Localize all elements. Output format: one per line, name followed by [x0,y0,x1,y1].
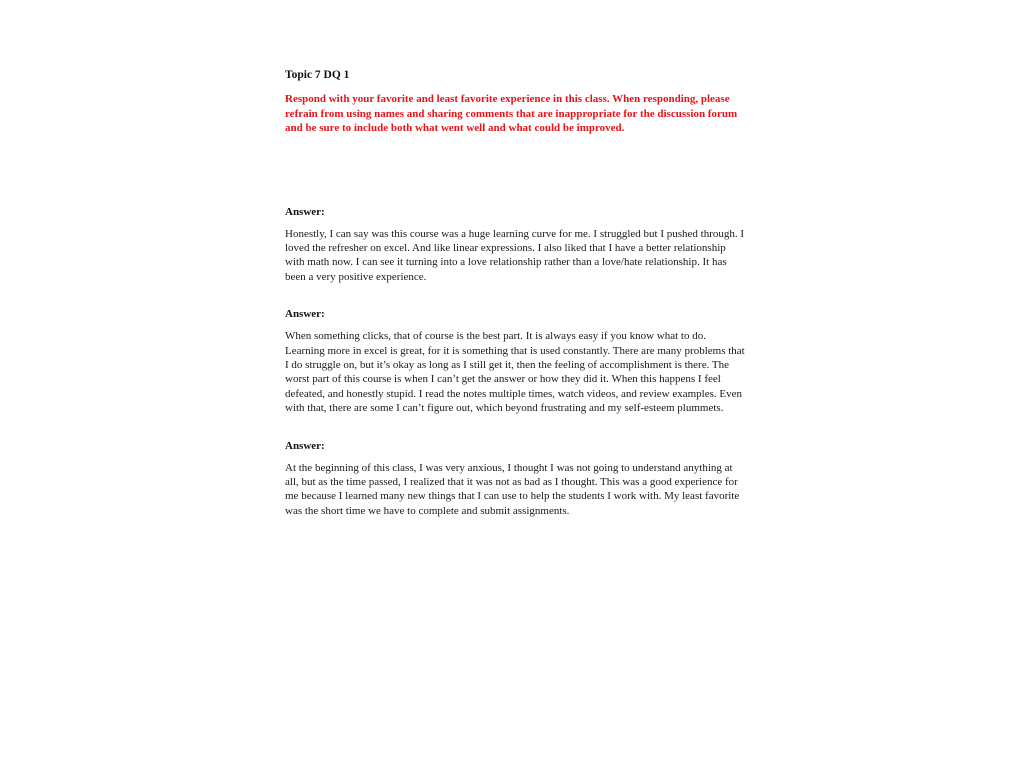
answer-text: At the beginning of this class, I was very anxious, I thought I was not going to understand anything at all, but as the time passed, I realized that it was not as bad as I thought. This was a good experience for me because I learned many new things that I can use to help the students I work with. My least favorite was the short time we have to complete and submit assignments. [285,461,740,517]
answer-block-3 [285,439,745,519]
answers-list [285,205,745,519]
answer-block-2 [285,307,745,415]
answer-block-1 [285,205,745,285]
answer-heading: Answer: [285,439,325,452]
discussion-prompt: Respond with your favorite and least favorite experience in this class. When responding, please refrain from using names and sharing comments that are inappropriate for the discussion forum and be sure to include both what went well and what could be improved. [285,93,738,134]
answer-text: When something clicks, that of course is the best part. It is always easy if you know what to do. Learning more in excel is great, for it is something that is used constantly. There are many problems that I do struggle on, but it’s okay as long as I still get it, then the feeling of accomplishment is there. The worst part of this course is when I can’t get the answer or how they did it. When this happens I feel defeated, and honestly stupid. I read the notes multiple times, watch videos, and review examples. Even with that, there are some I can’t figure out, which beyond frustrating and my self-esteem plummets. [285,330,745,415]
document-page [285,68,745,518]
answer-heading: Answer: [285,205,325,218]
document-title: Topic 7 DQ 1 [285,69,350,81]
answer-text: Honestly, I can say was this course was a huge learning curve for me. I struggled but I pushed through. I loved the refresher on excel. And like linear expressions. I also liked that I have a better relationship with math now. I can see it turning into a love relationship rather than a love/hate relationship. It has been a very positive experience. [285,227,745,283]
answer-heading: Answer: [285,308,325,321]
